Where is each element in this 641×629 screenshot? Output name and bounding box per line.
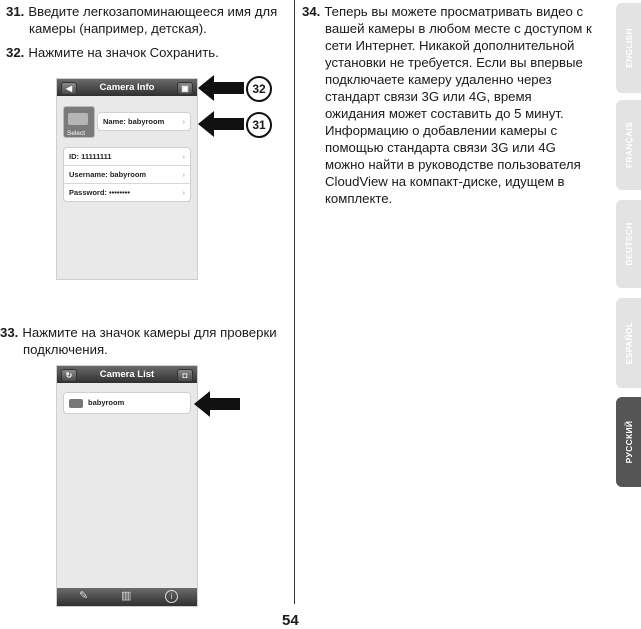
- step-33: [0, 324, 292, 358]
- tab-russian-label: РУССКИЙ: [623, 420, 634, 464]
- step-34-line12: комплекте.: [325, 191, 393, 206]
- id-field-text: ID: 11111111: [69, 152, 112, 161]
- step-34-line7: ожидания может составить до 5 минут.: [325, 106, 564, 121]
- step-34-line5: подключаете камеру удаленно через: [325, 72, 552, 87]
- tab-deutsch-label: DEUTSCH: [623, 222, 634, 266]
- camera-info-header: [57, 79, 197, 96]
- name-cell[interactable]: [97, 112, 191, 131]
- step-34-number: 34.: [302, 4, 321, 19]
- camera-item-row[interactable]: [64, 393, 190, 413]
- arrow-left-icon: [198, 111, 244, 137]
- step-31: [6, 3, 291, 37]
- tab-deutsch[interactable]: [616, 200, 641, 288]
- camera-list-item[interactable]: [63, 392, 191, 414]
- camera-icon: ◘: [182, 371, 188, 380]
- arrow-left-icon: [194, 391, 240, 417]
- step-34-line10: можно найти в руководстве пользователя: [325, 157, 581, 172]
- add-camera-button[interactable]: [177, 369, 193, 382]
- tab-francais-label: FRANÇAIS: [623, 121, 634, 169]
- page-number: 54: [282, 612, 299, 629]
- edit-icon[interactable]: ✎: [79, 590, 89, 602]
- chevron-right-icon: ›: [182, 152, 185, 161]
- arrow-left-icon: [198, 75, 244, 101]
- id-field[interactable]: [64, 148, 190, 166]
- save-icon: ▣: [181, 84, 189, 93]
- refresh-icon: ↻: [65, 371, 73, 380]
- step-34-line6: стандарт связи 3G или 4G, время: [325, 89, 532, 104]
- camera-info-screen: [56, 78, 198, 280]
- camera-thumbnail[interactable]: [63, 106, 95, 138]
- chevron-right-icon: ›: [182, 117, 185, 126]
- step-34-line4: установки не требуется. Если вы впервые: [325, 55, 583, 70]
- callout-32: 32: [246, 76, 272, 102]
- camera-icon: [69, 399, 83, 408]
- camera-item-name: babyroom: [88, 398, 125, 407]
- step-34-line1: Теперь вы можете просматривать видео с: [324, 4, 584, 19]
- step-31-number: 31.: [6, 4, 25, 19]
- tab-russian[interactable]: [616, 397, 641, 487]
- step-31-text-line2: камеры (например, детская).: [29, 21, 207, 36]
- camera-info-title: Camera Info: [99, 82, 155, 93]
- step-34-line2: вашей камеры в любом месте с доступом к: [325, 21, 592, 36]
- name-field[interactable]: [98, 113, 190, 130]
- step-32-text: Нажмите на значок Сохранить.: [28, 45, 219, 60]
- camera-list-title: Camera List: [99, 369, 155, 380]
- camera-list-screen: [56, 365, 198, 607]
- tab-english[interactable]: [616, 3, 641, 93]
- step-34-line3: сети Интернет. Никакой дополнительной: [325, 38, 575, 53]
- camera-image-icon: [68, 113, 88, 125]
- username-field[interactable]: [64, 166, 190, 184]
- step-34-line9: помощью стандарта связи 3G или 4G: [325, 140, 556, 155]
- password-field-text: Password: ••••••••: [69, 188, 131, 197]
- step-33-number: 33.: [0, 325, 19, 340]
- chevron-right-icon: ›: [182, 188, 185, 197]
- select-label: Select: [67, 130, 86, 137]
- refresh-button[interactable]: [61, 369, 77, 382]
- tab-english-label: ENGLISH: [623, 28, 634, 68]
- credentials-group: [63, 147, 191, 202]
- name-field-text: Name: babyroom: [103, 117, 165, 126]
- bottom-toolbar: [57, 588, 197, 606]
- step-32: [6, 44, 291, 61]
- tab-francais[interactable]: [616, 100, 641, 190]
- username-field-text: Username: babyroom: [69, 170, 147, 179]
- step-34: [302, 3, 592, 207]
- step-33-text-line1: Нажмите на значок камеры для проверки: [22, 325, 277, 340]
- save-button[interactable]: [177, 82, 193, 95]
- info-icon[interactable]: i: [165, 590, 178, 603]
- password-field[interactable]: [64, 184, 190, 201]
- chevron-right-icon: ›: [182, 170, 185, 179]
- step-33-text-line2: подключения.: [23, 342, 108, 357]
- step-34-line8: Информацию о добавлении камеры с: [325, 123, 558, 138]
- callout-31: 31: [246, 112, 272, 138]
- step-31-text-line1: Введите легкозапоминающееся имя для: [28, 4, 278, 19]
- camera-list-header: [57, 366, 197, 383]
- back-button[interactable]: ◀: [61, 82, 77, 95]
- trash-icon[interactable]: ▥: [121, 590, 132, 602]
- step-32-number: 32.: [6, 45, 25, 60]
- step-34-line11: CloudView на компакт-диске, идущем в: [325, 174, 565, 189]
- tab-espanol[interactable]: [616, 298, 641, 388]
- column-divider: [294, 0, 295, 604]
- tab-espanol-label: ESPAÑOL: [623, 321, 634, 365]
